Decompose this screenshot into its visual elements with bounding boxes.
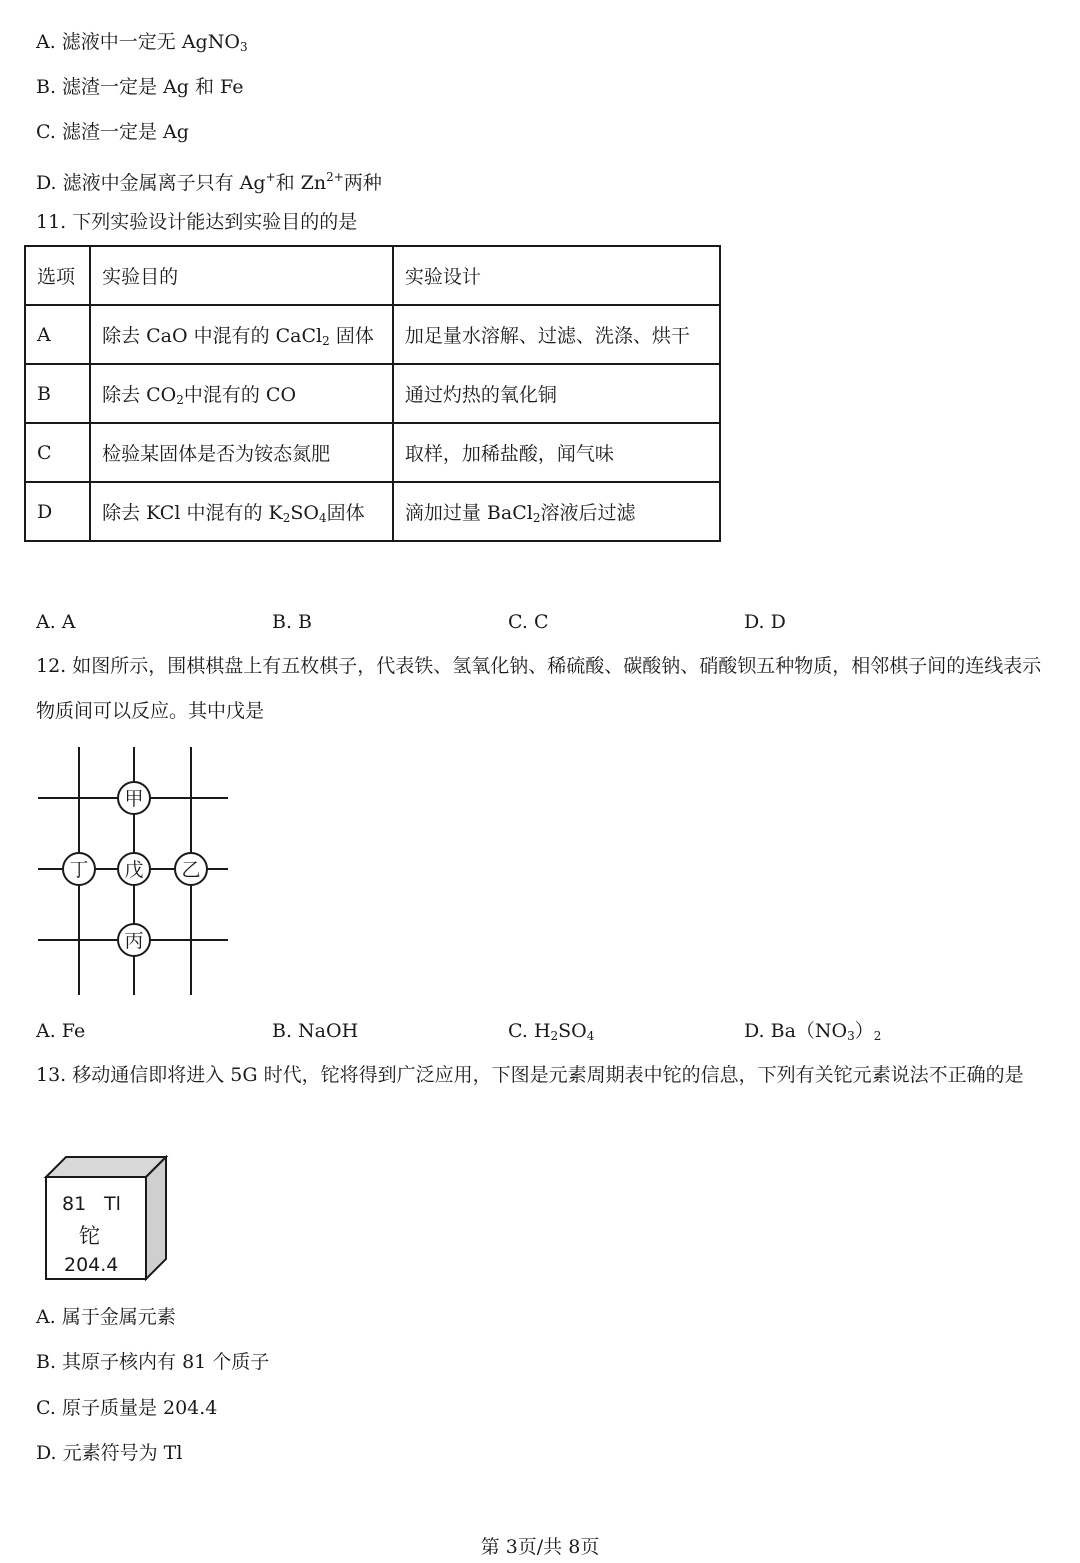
q10-option-d-tail: 两种 (343, 172, 382, 194)
q11-answer-a: A. A (36, 611, 76, 633)
q12-stem: 12. 如图所示，围棋棋盘上有五枚棋子，代表铁、氢氧化钠、稀硫酸、碳酸钠、硝酸钡五种物质，相邻棋子间的连线表示物质间可以反应。其中戊是 (36, 655, 1042, 722)
q13-option-c: C. 原子质量是 204.4 (36, 1397, 218, 1419)
table-header-option: 选项 (25, 246, 90, 305)
piece-top-label: 甲 (124, 788, 144, 810)
table-cell-option: A (25, 305, 90, 364)
element-tile-diagram (42, 1155, 172, 1285)
q11-answer-d: D. D (744, 611, 786, 633)
purpose-text: 除去 KCl 中混有的 K (102, 502, 283, 524)
design-text: 滴加过量 BaCl (404, 502, 533, 524)
q12-answer-d-pre: D. Ba（NO (744, 1020, 848, 1042)
table-cell-design: 加足量水溶解、过滤、洗涤、烘干 (393, 305, 720, 364)
piece-center-label: 戊 (124, 859, 144, 881)
q11-answers (36, 609, 1046, 635)
q10-option-a (36, 29, 248, 60)
q11-table (24, 245, 721, 542)
table-header-design: 实验设计 (393, 246, 720, 305)
q10-option-d-mid: 和 Zn (275, 172, 327, 194)
table-row (25, 364, 720, 423)
table-row (25, 305, 720, 364)
element-mass: 204.4 (64, 1254, 119, 1276)
design-text-tail: 溶液后过滤 (540, 502, 636, 524)
q12-answer-d-sub1: 3 (847, 1029, 855, 1043)
table-cell-design: 通过灼热的氧化铜 (393, 364, 720, 423)
piece-bottom-label: 丙 (124, 930, 144, 952)
q12-answer-d (744, 1018, 881, 1049)
purpose-text: 除去 CO (102, 384, 177, 406)
page-footer: 第 3页/共 8页 (480, 1536, 600, 1558)
q10-option-d-sup1: + (265, 170, 276, 184)
q10-option-b: B. 滤渣一定是 Ag 和 Fe (36, 76, 244, 98)
q11-answer-b: B. B (272, 611, 313, 633)
q12-answer-d-sub2: 2 (873, 1029, 882, 1043)
tile-side-face (146, 1157, 166, 1279)
table-cell-option: B (25, 364, 90, 423)
table-header-purpose: 实验目的 (90, 246, 393, 305)
q13-option-d: D. 元素符号为 Tl (36, 1442, 183, 1464)
table-cell-purpose (90, 482, 393, 541)
q12-answers (36, 1018, 1046, 1044)
purpose-text: 除去 CaO 中混有的 CaCl (102, 325, 323, 347)
q13-option-b: B. 其原子核内有 81 个质子 (36, 1351, 270, 1373)
table-cell-option: D (25, 482, 90, 541)
q10-option-a-text: A. 滤液中一定无 AgNO (36, 31, 240, 53)
q12-answer-c-mid: SO (558, 1020, 587, 1042)
purpose-text-mid: SO (290, 502, 319, 524)
table-cell-option: C (25, 423, 90, 482)
element-name: 铊 (79, 1224, 100, 1248)
design-sub: 2 (532, 511, 541, 525)
element-number: 81 (62, 1193, 87, 1215)
q13-option-a: A. 属于金属元素 (36, 1306, 176, 1328)
q12-answer-a: A. Fe (36, 1020, 86, 1042)
q12-answer-b: B. NaOH (272, 1020, 359, 1042)
table-cell-purpose: 检验某固体是否为铵态氮肥 (90, 423, 393, 482)
purpose-sub: 2 (176, 393, 184, 407)
table-cell-design: 取样，加稀盐酸，闻气味 (393, 423, 720, 482)
element-symbol: Tl (104, 1193, 121, 1215)
q10-option-d-text: D. 滤液中金属离子只有 Ag (36, 172, 266, 194)
q10-option-c: C. 滤渣一定是 Ag (36, 121, 189, 143)
purpose-text-tail: 固体 (326, 502, 365, 524)
purpose-sub: 2 (322, 334, 330, 348)
piece-left-label: 丁 (69, 859, 89, 881)
purpose-text-tail: 中混有的 CO (183, 384, 297, 406)
table-cell-design (393, 482, 720, 541)
table-cell-purpose (90, 364, 393, 423)
go-board-diagram (36, 745, 236, 997)
q13-stem: 13. 移动通信即将进入 5G 时代，铊将得到广泛应用，下图是元素周期表中铊的信息，下列有关铊元素说法不正确的是 (36, 1064, 1024, 1086)
q12-answer-c-pre: C. H (508, 1020, 551, 1042)
purpose-text-tail: 固体 (335, 325, 374, 347)
purpose-sub: 2 (282, 511, 291, 525)
q12-answer-d-mid: ） (854, 1020, 874, 1042)
piece-right-label: 乙 (181, 859, 201, 881)
q12-answer-c-sub2: 4 (586, 1029, 595, 1043)
q11-answer-c: C. C (508, 611, 549, 633)
q12-answer-c-sub1: 2 (550, 1029, 559, 1043)
table-row (25, 482, 720, 541)
q10-option-d-sup2: 2+ (326, 170, 344, 184)
q10-option-d (36, 164, 382, 196)
purpose-sub2: 4 (318, 511, 327, 525)
q10-option-a-sub: 3 (239, 40, 248, 54)
table-row (25, 423, 720, 482)
q11-stem: 11. 下列实验设计能达到实验目的的是 (36, 211, 358, 233)
table-cell-purpose (90, 305, 393, 364)
table-header-row (25, 246, 720, 305)
q12-answer-c (508, 1018, 594, 1049)
